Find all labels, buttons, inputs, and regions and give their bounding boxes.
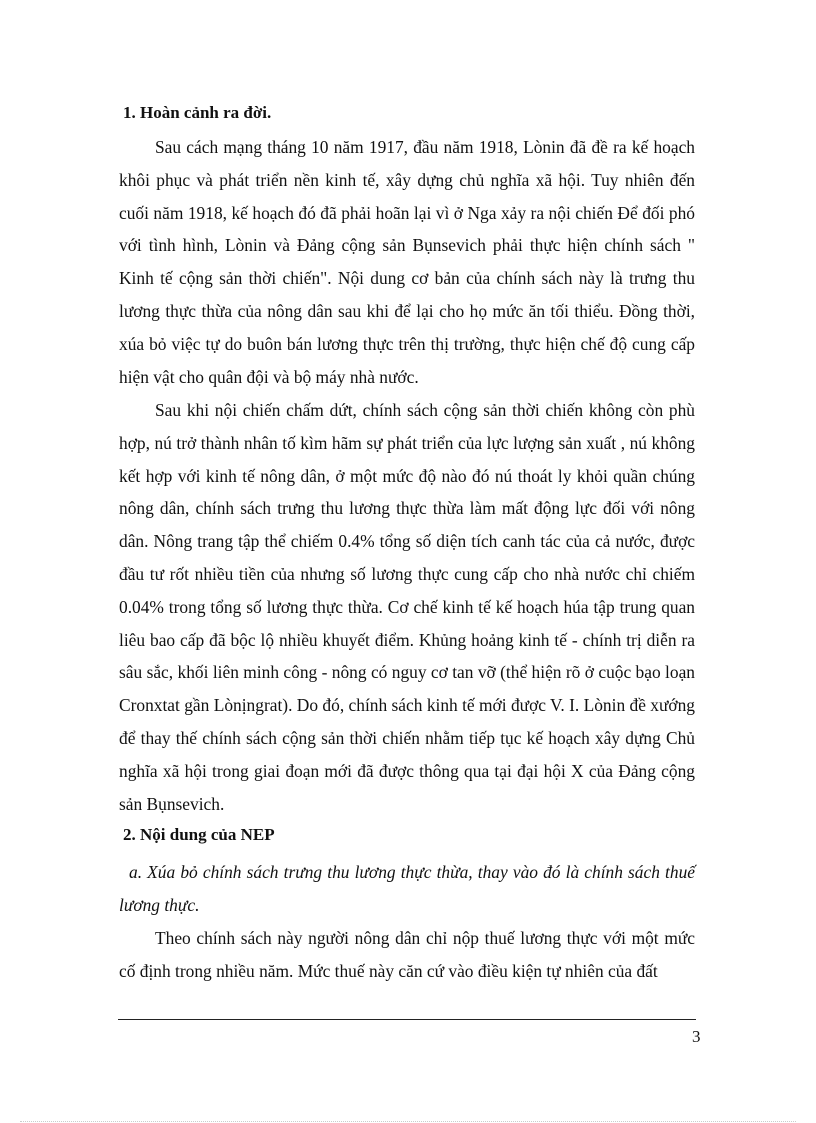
page-bottom-border (20, 1121, 796, 1122)
paragraph-1: Sau cách mạng tháng 10 năm 1917, đầu năm 1918, Lònin đã đề ra kế hoạch khôi phục và phát triển nền kinh tế, xây dựng chủ nghĩa xã hội. Tuy nhiên đến cuối năm 1918, kế hoạch đó đã phải hoãn lại vì ở Nga xảy ra nội chiến Để đối phó với tình hình, Lònin và Đảng cộng sản Bụnsevich phải thực hiện chính sách " Kinh tế cộng sản thời chiến". Nội dung cơ bản của chính sách này là trưng thu lương thực thừa của nông dân sau khi để lại cho họ mức ăn tối thiểu. Đồng thời, xúa bỏ việc tự do buôn bán lương thực trên thị trường, thực hiện chế độ cung cấp hiện vật cho quân đội và bộ máy nhà nước. (119, 137, 695, 387)
footer-rule (118, 1019, 696, 1020)
subheading-a: a. Xúa bỏ chính sách trưng thu lương thực thừa, thay vào đó là chính sách thuế lương thực. (119, 862, 695, 915)
section-heading-2: 2. Nội dung của NEP (123, 825, 275, 844)
section-heading-1: 1. Hoàn cảnh ra đời. (123, 103, 272, 122)
paragraph-2: Sau khi nội chiến chấm dứt, chính sách cộng sản thời chiến không còn phù hợp, nú trở thành nhân tố kìm hãm sự phát triển của lực lượng sản xuất , nú không kết hợp với kinh tế nông dân, ở một mức độ nào đó nú thoát ly khỏi quần chúng nông dân, chính sách trưng thu lương thực thừa làm mất động lực đối với nông dân. Nông trang tập thể chiếm 0.4% tổng số diện tích canh tác của cả nước, được đầu tư rốt nhiều tiền của nhưng số lương thực cung cấp cho nhà nước chỉ chiếm 0.04% trong tổng số lương thực thừa. Cơ chế kinh tế kế hoạch húa tập trung quan liêu bao cấp đã bộc lộ nhiều khuyết điểm. Khủng hoảng kinh tế - chính trị diễn ra sâu sắc, khối liên minh công - nông có nguy cơ tan vỡ (thể hiện rõ ở cuộc bạo loạn Cronxtat gần Lònịngrat). Do đó, chính sách kinh tế mới được V. I. Lònin đề xướng để thay thế chính sách cộng sản thời chiến nhằm tiếp tục kế hoạch xây dựng Chủ nghĩa xã hội trong giai đoạn mới đã được thông qua tại đại hội X của Đảng cộng sản Bụnsevich. (119, 400, 695, 814)
paragraph-3: Theo chính sách này người nông dân chỉ nộp thuế lương thực với một mức cố định trong nhiều năm. Mức thuế này căn cứ vào điều kiện tự nhiên của đất (119, 928, 695, 981)
page-number: 3 (692, 1027, 701, 1046)
